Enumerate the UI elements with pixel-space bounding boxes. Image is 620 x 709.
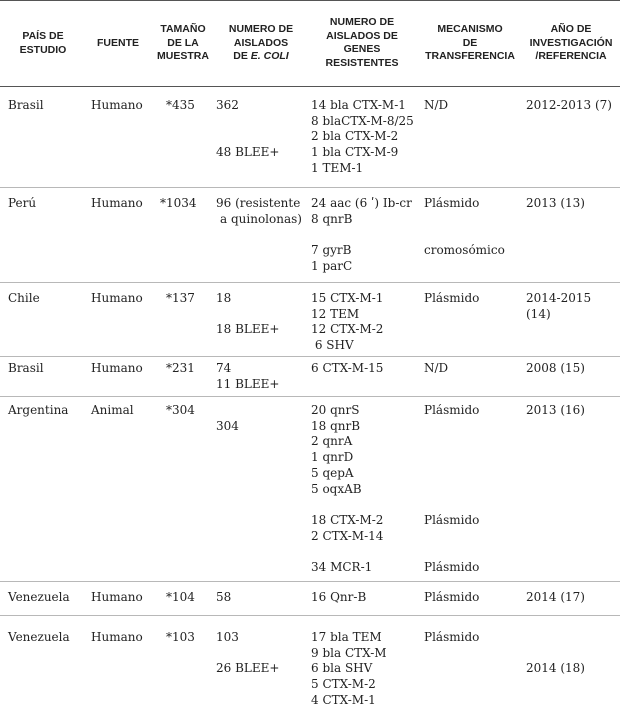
- row-5-anio: 2013 (16): [526, 403, 585, 417]
- row-1-mecanismo: N/D: [424, 98, 449, 112]
- row-5-genes: 20 qnrS 18 qnrB 2 qnrA 1 qnrD 5 qepA 5 oqxAB 18 CTX-M-2 2 CTX-M-14 34 MCR-1: [311, 403, 384, 575]
- row-6-genes: 16 Qnr-B: [311, 590, 367, 604]
- row-divider: [0, 396, 620, 397]
- row-7-pais: Venezuela: [8, 630, 70, 644]
- row-6-mecanismo: Plásmido: [424, 590, 480, 604]
- row-3-aislados: 18 18 BLEE+: [216, 291, 280, 337]
- row-3-mecanismo: Plásmido: [424, 291, 480, 305]
- row-divider: [0, 356, 620, 357]
- header-numero-aislados: NUMERO DE AISLADOS DE E. COLI: [228, 23, 294, 62]
- row-7-tamano: *103: [166, 630, 195, 644]
- header-bottom-rule: [0, 86, 620, 87]
- row-7-anio: 2014 (18): [526, 661, 585, 676]
- row-5-fuente: Animal: [91, 403, 134, 417]
- row-7-fuente: Humano: [91, 630, 143, 644]
- row-4-aislados: 74 11 BLEE+: [216, 361, 280, 391]
- row-5-aislados: 304: [216, 418, 239, 433]
- row-1-pais: Brasil: [8, 98, 44, 112]
- header-tamano: TAMAÑO DE LA MUESTRA: [157, 23, 209, 62]
- row-1-fuente: Humano: [91, 98, 143, 112]
- row-1-genes: 14 bla CTX-M-1 8 blaCTX-M-8/25 2 bla CTX-M-2 1 bla CTX-M-9 1 TEM-1: [311, 98, 414, 175]
- row-5-mecanismo: Plásmido Plásmido Plásmido: [424, 403, 480, 575]
- table-top-rule: [0, 0, 620, 1]
- row-3-tamano: *137: [166, 291, 195, 305]
- row-3-anio: 2014-2015 (14): [526, 291, 592, 321]
- row-1-tamano: *435: [166, 98, 195, 112]
- row-4-anio: 2008 (15): [526, 361, 585, 375]
- header-anio: AÑO DE INVESTIGACIÓN /REFERENCIA: [529, 23, 613, 62]
- row-5-pais: Argentina: [8, 403, 69, 417]
- row-2-anio: 2013 (13): [526, 196, 585, 210]
- row-2-fuente: Humano: [91, 196, 143, 210]
- row-divider: [0, 581, 620, 582]
- row-4-fuente: Humano: [91, 361, 143, 375]
- row-6-tamano: *104: [166, 590, 195, 604]
- row-2-aislados: 96 (resistente a quinolonas): [216, 196, 302, 226]
- row-2-genes: 24 aac (6 ʹ) Ib-cr 8 qnrB 7 gyrB 1 parC: [311, 196, 412, 273]
- row-6-pais: Venezuela: [8, 590, 70, 604]
- row-1-aislados: 362 48 BLEE+: [216, 98, 280, 160]
- header-mecanismo: MECANISMO DE TRANSFERENCIA: [425, 23, 515, 62]
- row-4-mecanismo: N/D: [424, 361, 449, 375]
- row-2-tamano: *1034: [160, 196, 197, 210]
- row-4-pais: Brasil: [8, 361, 44, 375]
- row-7-mecanismo: Plásmido: [424, 630, 480, 644]
- row-4-tamano: *231: [166, 361, 195, 375]
- header-fuente: FUENTE: [97, 37, 139, 49]
- row-divider: [0, 187, 620, 188]
- header-pais: PAÍS DE ESTUDIO: [19, 30, 67, 56]
- row-divider: [0, 282, 620, 283]
- header-genes: NUMERO DE AISLADOS DE GENES RESISTENTES: [325, 16, 399, 69]
- row-2-pais: Perú: [8, 196, 37, 210]
- row-3-pais: Chile: [8, 291, 40, 305]
- row-3-fuente: Humano: [91, 291, 143, 305]
- row-2-mecanismo: Plásmido cromosómico: [424, 196, 505, 258]
- row-divider: [0, 615, 620, 616]
- row-5-tamano: *304: [166, 403, 195, 417]
- row-3-genes: 15 CTX-M-1 12 TEM 12 CTX-M-2 6 SHV: [311, 291, 384, 353]
- row-6-fuente: Humano: [91, 590, 143, 604]
- row-1-anio: 2012-2013 (7): [526, 98, 612, 112]
- row-4-genes: 6 CTX-M-15: [311, 361, 384, 375]
- row-7-aislados: 103 26 BLEE+: [216, 630, 280, 676]
- row-6-anio: 2014 (17): [526, 590, 585, 604]
- row-6-aislados: 58: [216, 590, 232, 604]
- row-7-genes: 17 bla TEM 9 bla CTX-M 6 bla SHV 5 CTX-M-2 4 CTX-M-1: [311, 630, 387, 707]
